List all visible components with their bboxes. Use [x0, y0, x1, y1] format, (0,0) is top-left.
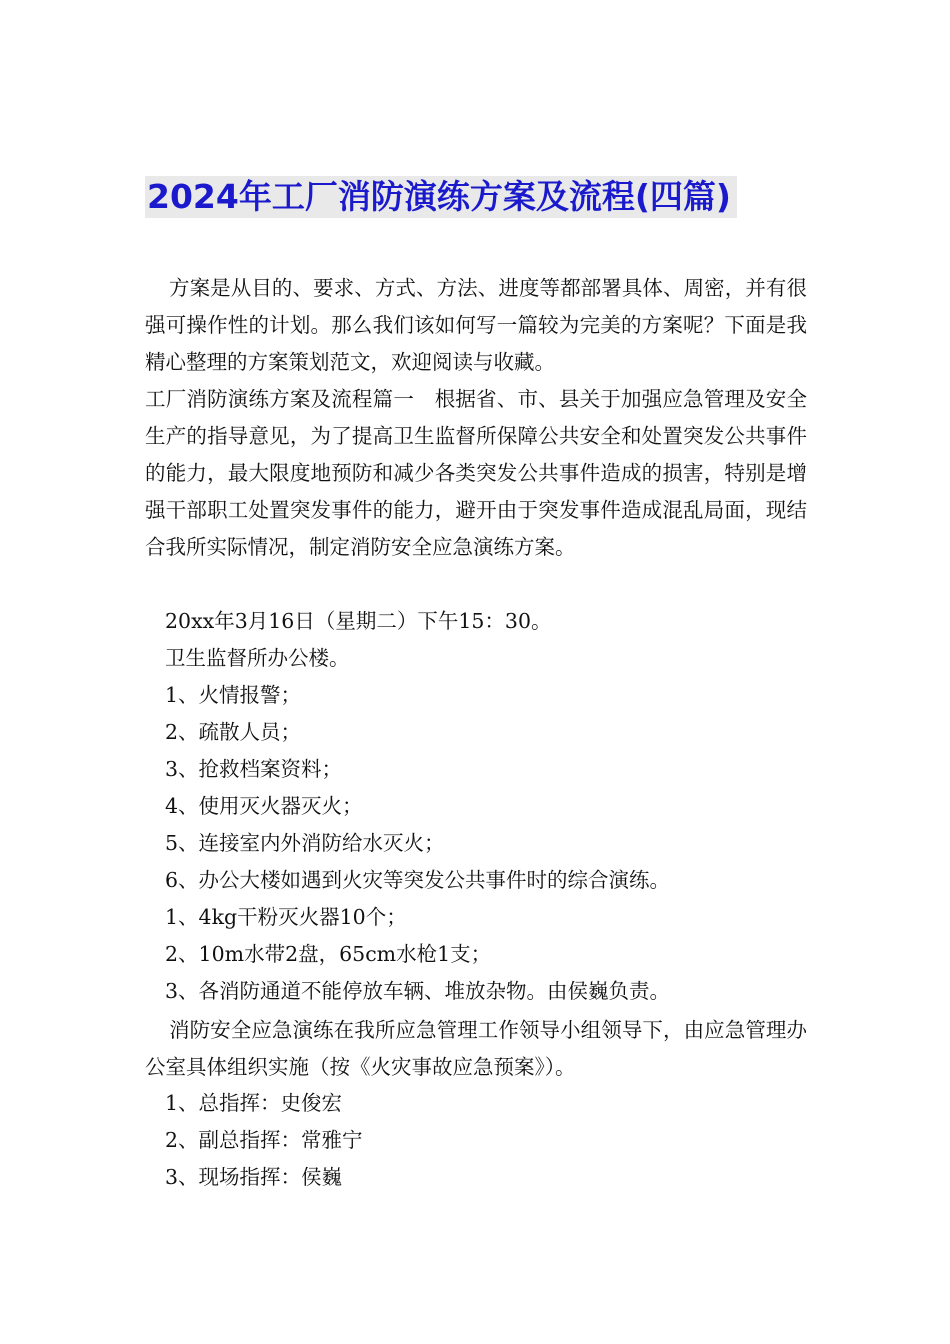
drill-item: 4、使用灭火器灭火；: [165, 794, 363, 818]
intro-paragraph: 方案是从目的、要求、方式、方法、进度等都部署具体、周密，并有很强可操作性的计划。那么我们该如何写一篇较为完美的方案呢？下面是我精心整理的方案策划范文，欢迎阅读与收藏。: [145, 276, 807, 374]
equipment-item: 2、10m水带2盘，65cm水枪1支；: [165, 942, 492, 966]
drill-place: 卫生监督所办公楼。: [165, 646, 350, 670]
drill-item: 1、火情报警；: [165, 683, 302, 707]
commander-item: 1、总指挥：史俊宏: [165, 1091, 343, 1115]
drill-item: 3、抢救档案资料；: [165, 757, 343, 781]
commander-item: 2、副总指挥：常雅宁: [165, 1128, 363, 1152]
drill-item: 6、办公大楼如遇到火灾等突发公共事件时的综合演练。: [165, 868, 671, 892]
equipment-item: 1、4kg干粉灭火器10个；: [165, 905, 407, 929]
drill-item: 2、疏散人员；: [165, 720, 302, 744]
document-title: 2024年工厂消防演练方案及流程(四篇): [145, 176, 737, 218]
organization-paragraph: 消防安全应急演练在我所应急管理工作领导小组领导下，由应急管理办公室具体组织实施（按《火灾事故应急预案》）。: [145, 1018, 807, 1079]
drill-time: 20xx年3月16日（星期二）下午15：30。: [165, 609, 552, 633]
drill-item: 5、连接室内外消防给水灭火；: [165, 831, 445, 855]
equipment-item: 3、各消防通道不能停放车辆、堆放杂物。由侯巍负责。: [165, 979, 671, 1003]
commander-item: 3、现场指挥：侯巍: [165, 1165, 343, 1189]
section-1-paragraph: 工厂消防演练方案及流程篇一 根据省、市、县关于加强应急管理及安全生产的指导意见，为了提高卫生监督所保障公共安全和处置突发公共事件的能力，最大限度地预防和减少各类突发公共事件造成的损害，特别是增强干部职工处置突发事件的能力，避开由于突发事件造成混乱局面，现结合我所实际情况，制定消防安全应急演练方案。: [145, 387, 807, 559]
